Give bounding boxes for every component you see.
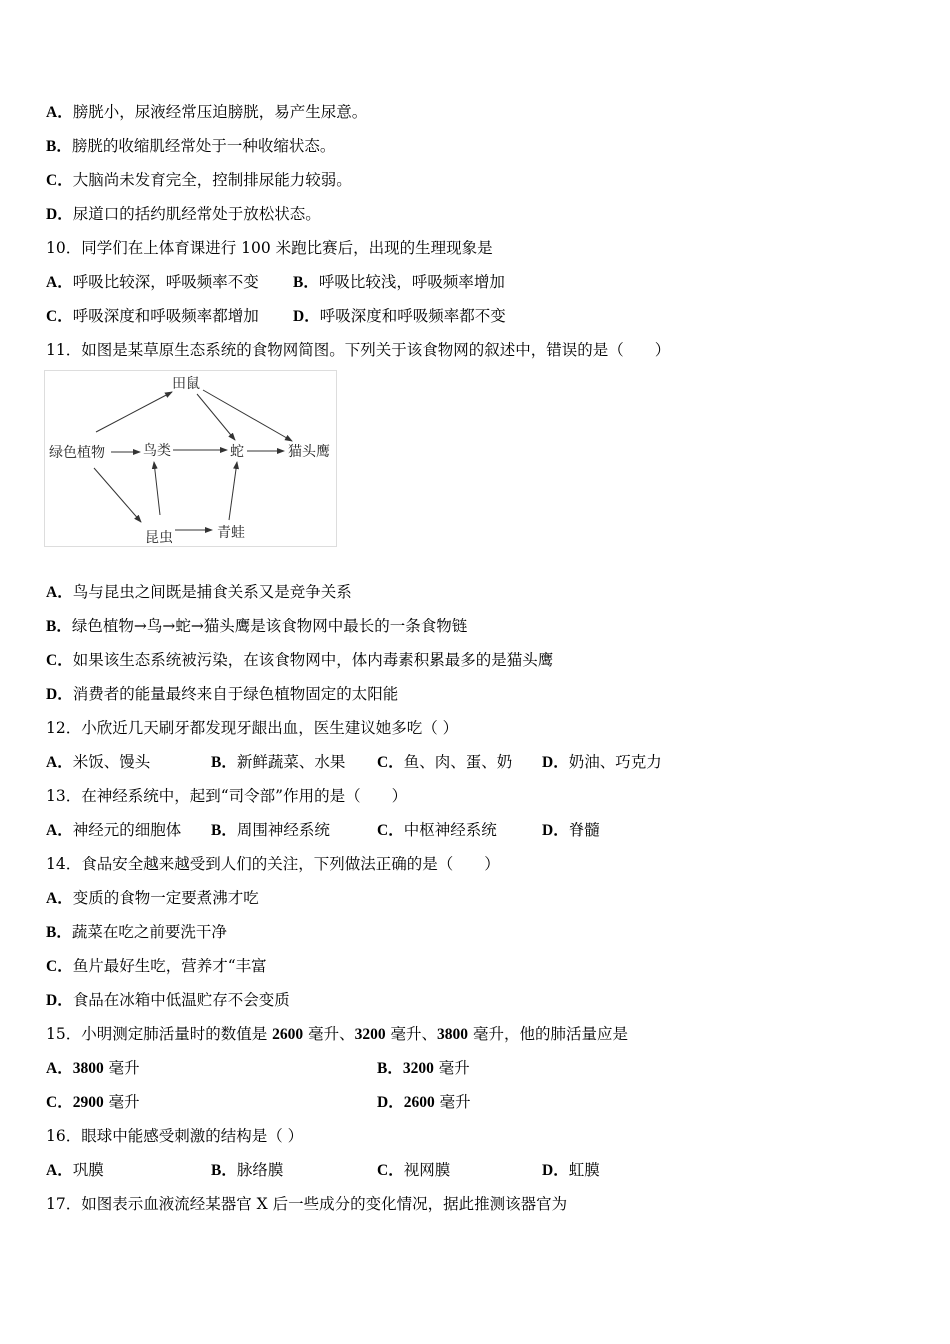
arrow-mouse-to-snake <box>197 394 235 440</box>
q15-option-b: B．3200 毫升 <box>377 1059 470 1077</box>
node-bird: 鸟类 <box>143 443 171 459</box>
q10-option-a: A．呼吸比较深，呼吸频率不变 <box>46 273 259 291</box>
q11-option-d: D．消费者的能量最终来自于绿色植物固定的太阳能 <box>46 685 399 703</box>
q13-option-a: A．神经元的细胞体 <box>46 821 182 839</box>
q10-option-b: B．呼吸比较浅，呼吸频率增加 <box>293 273 505 291</box>
q14-option-c: C．鱼片最好生吃，营养才“丰富 <box>46 957 267 975</box>
q16-option-a: A．巩膜 <box>46 1161 104 1179</box>
q15-option-a: A．3800 毫升 <box>46 1059 140 1077</box>
q14-stem: 14．食品安全越来越受到人们的关注，下列做法正确的是（ ） <box>46 855 500 873</box>
node-mouse: 田鼠 <box>172 376 200 392</box>
q9-option-a: A．膀胱小，尿液经常压迫膀胱，易产生尿意。 <box>46 103 368 121</box>
q16-option-b: B．脉络膜 <box>211 1161 284 1179</box>
node-owl: 猫头鹰 <box>288 444 330 460</box>
q12-option-c: C．鱼、肉、蛋、奶 <box>377 753 513 771</box>
node-frog: 青蛙 <box>217 525 245 541</box>
node-insect: 昆虫 <box>145 530 173 546</box>
q11-option-a: A．鸟与昆虫之间既是捕食关系又是竞争关系 <box>46 583 352 601</box>
q15-option-c: C．2900 毫升 <box>46 1093 140 1111</box>
q15-options-row-1 <box>46 1058 926 1078</box>
q11-option-b: B．绿色植物→鸟→蛇→猫头鹰是该食物网中最长的一条食物链 <box>46 617 468 635</box>
food-web-diagram <box>44 370 337 547</box>
q11-option-c: C．如果该生态系统被污染，在该食物网中，体内毒素积累最多的是猫头鹰 <box>46 651 554 669</box>
q9-option-c: C．大脑尚未发育完全，控制排尿能力较弱。 <box>46 171 352 189</box>
q10-option-c: C．呼吸深度和呼吸频率都增加 <box>46 307 259 325</box>
q13-option-d: D．脊髓 <box>542 821 600 839</box>
arrow-insect-to-bird <box>154 462 160 515</box>
q15-stem: 15．小明测定肺活量时的数值是 2600 毫升、3200 毫升、3800 毫升，他的肺活量应是 <box>46 1025 628 1043</box>
arrow-plant-to-mouse <box>96 392 172 432</box>
q12-option-b: B．新鲜蔬菜、水果 <box>211 753 346 771</box>
arrow-mouse-to-owl <box>203 390 292 441</box>
node-plant: 绿色植物 <box>49 445 105 461</box>
q11-stem: 11．如图是某草原生态系统的食物网简图。下列关于该食物网的叙述中，错误的是（ ） <box>46 341 671 359</box>
q16-option-d: D．虹膜 <box>542 1161 600 1179</box>
arrow-plant-to-insect <box>94 468 141 522</box>
q13-option-c: C．中枢神经系统 <box>377 821 497 839</box>
node-snake: 蛇 <box>230 444 244 460</box>
q14-option-d: D．食品在冰箱中低温贮存不会变质 <box>46 991 290 1009</box>
q13-option-b: B．周围神经系统 <box>211 821 330 839</box>
q13-options-row <box>46 820 926 840</box>
q9-option-d: D．尿道口的括约肌经常处于放松状态。 <box>46 205 321 223</box>
q12-stem: 12．小欣近几天刷牙都发现牙龈出血，医生建议她多吃（ ） <box>46 719 459 737</box>
q10-option-d: D．呼吸深度和呼吸频率都不变 <box>293 307 506 325</box>
q16-option-c: C．视网膜 <box>377 1161 451 1179</box>
q12-option-d: D．奶油、巧克力 <box>542 753 662 771</box>
q10-options-row-2 <box>46 306 926 326</box>
q17-stem: 17．如图表示血液流经某器官 X 后一些成分的变化情况，据此推测该器官为 <box>46 1195 568 1213</box>
q15-options-row-2 <box>46 1092 926 1112</box>
arrow-frog-to-snake <box>229 462 237 520</box>
q12-option-a: A．米饭、馒头 <box>46 753 151 771</box>
q9-option-b: B．膀胱的收缩肌经常处于一种收缩状态。 <box>46 137 336 155</box>
q14-option-a: A．变质的食物一定要煮沸才吃 <box>46 889 259 907</box>
q10-stem: 10．同学们在上体育课进行 100 米跑比赛后，出现的生理现象是 <box>46 239 493 257</box>
q10-options-row-1 <box>46 272 926 292</box>
q15-option-d: D．2600 毫升 <box>377 1093 471 1111</box>
q14-option-b: B．蔬菜在吃之前要洗干净 <box>46 923 227 941</box>
q16-options-row <box>46 1160 926 1180</box>
q13-stem: 13．在神经系统中，起到“司令部”作用的是（ ） <box>46 787 408 805</box>
q16-stem: 16．眼球中能感受刺激的结构是（ ） <box>46 1127 304 1145</box>
q12-options-row <box>46 752 926 772</box>
